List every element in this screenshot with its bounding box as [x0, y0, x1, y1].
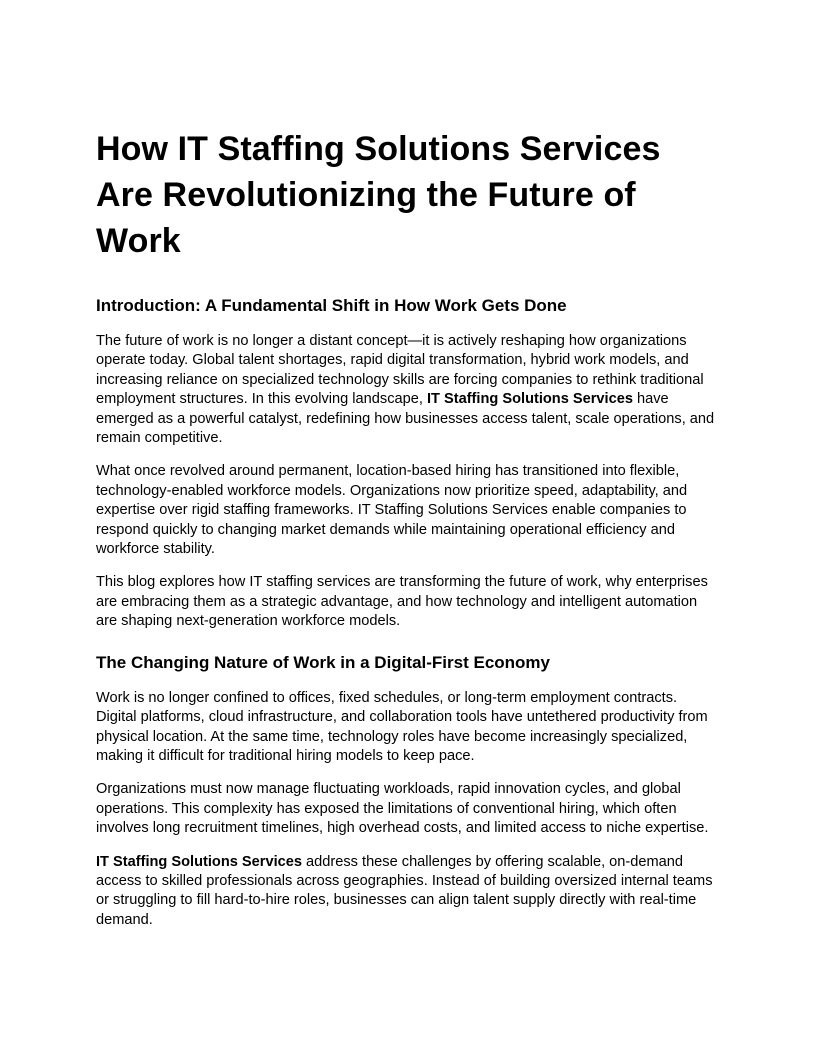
changing-paragraph-1: Work is no longer confined to offices, fixed schedules, or long-term employment contracts. Digital platforms, cloud infrastructure, and collaboration tools have untethered productivity from physical location. At the same time, technology roles have become increasingly specialized, making it difficult for traditional hiring models to keep pace.: [96, 689, 708, 764]
intro-paragraph-1: [96, 332, 720, 448]
page-title: How IT Staffing Solutions Services Are Revolutionizing the Future of Work: [96, 130, 661, 260]
intro-paragraph-1-bold-term: IT Staffing Solutions Services: [426, 391, 633, 408]
changing-paragraph-3: [96, 853, 720, 931]
section-heading-changing-nature: The Changing Nature of Work in a Digital-First Economy: [96, 652, 550, 672]
changing-paragraph-3-text-after: address these challenges by offering scalable, on-demand access to skilled professionals across geographies. Instead of building oversized internal teams or struggling to fill hard-to-hire roles, businesses can align talent supply directly with real-time demand.: [96, 853, 713, 928]
section-heading-introduction: Introduction: A Fundamental Shift in How Work Gets Done: [96, 296, 567, 315]
changing-paragraph-3-bold-term: IT Staffing Solutions Services: [96, 853, 302, 870]
intro-paragraph-1-text-before: The future of work is no longer a distant concept—it is actively reshaping how organizations operate today. Global talent shortages, rapid digital transformation, hybrid work models, and increasing reliance on specialized technology skills are forcing companies to rethink traditional employment structures. In this evolving landscape,: [96, 333, 704, 408]
changing-paragraph-2: Organizations must now manage fluctuating workloads, rapid innovation cycles, and global operations. This complexity has exposed the limitations of conventional hiring, which often involves long recruitment timelines, high overhead costs, and limited access to niche expertise.: [96, 781, 709, 837]
intro-paragraph-3: This blog explores how IT staffing services are transforming the future of work, why enterprises are embracing them as a strategic advantage, and how technology and intelligent automation are shaping next-generation workforce models.: [96, 574, 708, 630]
intro-paragraph-1-text-after: have emerged as a powerful catalyst, redefining how businesses access talent, scale operations, and remain competitive.: [96, 391, 715, 447]
intro-paragraph-2: What once revolved around permanent, location-based hiring has transitioned into flexible, technology-enabled workforce models. Organizations now prioritize speed, adaptability, and expertise over rigid staffing frameworks. IT Staffing Solutions Services enable companies to respond quickly to changing market demands while maintaining operational efficiency and workforce stability.: [96, 463, 688, 558]
